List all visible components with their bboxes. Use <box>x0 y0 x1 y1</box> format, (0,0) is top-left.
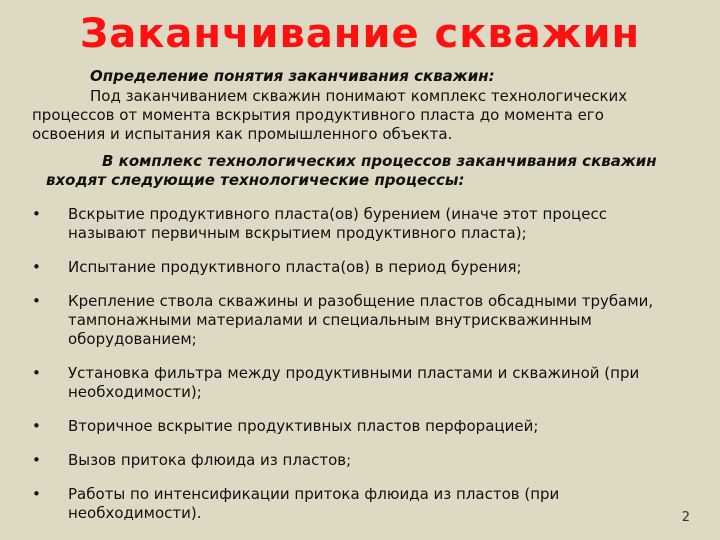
bullet-icon: • <box>32 205 41 223</box>
list-item-text: Вскрытие продуктивного пласта(ов) бурением (иначе этот процесс называют первичным вскрытием продуктивного пласта); <box>68 205 607 242</box>
bullet-icon: • <box>32 485 41 503</box>
list-item <box>32 258 682 277</box>
bullet-icon: • <box>32 258 41 276</box>
list-item-text: Вызов притока флюида из пластов; <box>68 451 352 469</box>
list-item <box>32 451 682 470</box>
process-heading: В комплекс технологических процессов заканчивания скважин входят следующие технологические процессы: <box>46 152 657 189</box>
list-item-text: Работы по интенсификации притока флюида из пластов (при необходимости). <box>68 485 560 522</box>
definition-body: Под заканчиванием скважин понимают комплекс технологических процессов от момента вскрытия продуктивного пласта до момента его освоения и испытания как промышленного объекта. <box>32 87 628 143</box>
list-item-text: Установка фильтра между продуктивными пластами и скважиной (при необходимости); <box>68 364 640 401</box>
slide-title: Заканчивание скважин <box>79 11 641 57</box>
definition-block <box>32 67 672 144</box>
process-list <box>32 205 682 538</box>
list-item <box>32 292 682 349</box>
list-item <box>32 485 682 523</box>
list-item <box>32 417 682 436</box>
list-item <box>32 205 682 243</box>
definition-heading: Определение понятия заканчивания скважин: <box>90 67 495 85</box>
bullet-icon: • <box>32 451 41 469</box>
list-item-text: Вторичное вскрытие продуктивных пластов перфорацией; <box>68 417 539 435</box>
bullet-icon: • <box>32 292 41 310</box>
bullet-icon: • <box>32 364 41 382</box>
list-item <box>32 364 682 402</box>
bullet-icon: • <box>32 417 41 435</box>
list-item-text: Крепление ствола скважины и разобщение пластов обсадными трубами, тампонажными материалами и специальным внутрискважинным оборудованием; <box>68 292 654 348</box>
page-number: 2 <box>681 510 690 525</box>
list-item-text: Испытание продуктивного пласта(ов) в период бурения; <box>68 258 522 276</box>
